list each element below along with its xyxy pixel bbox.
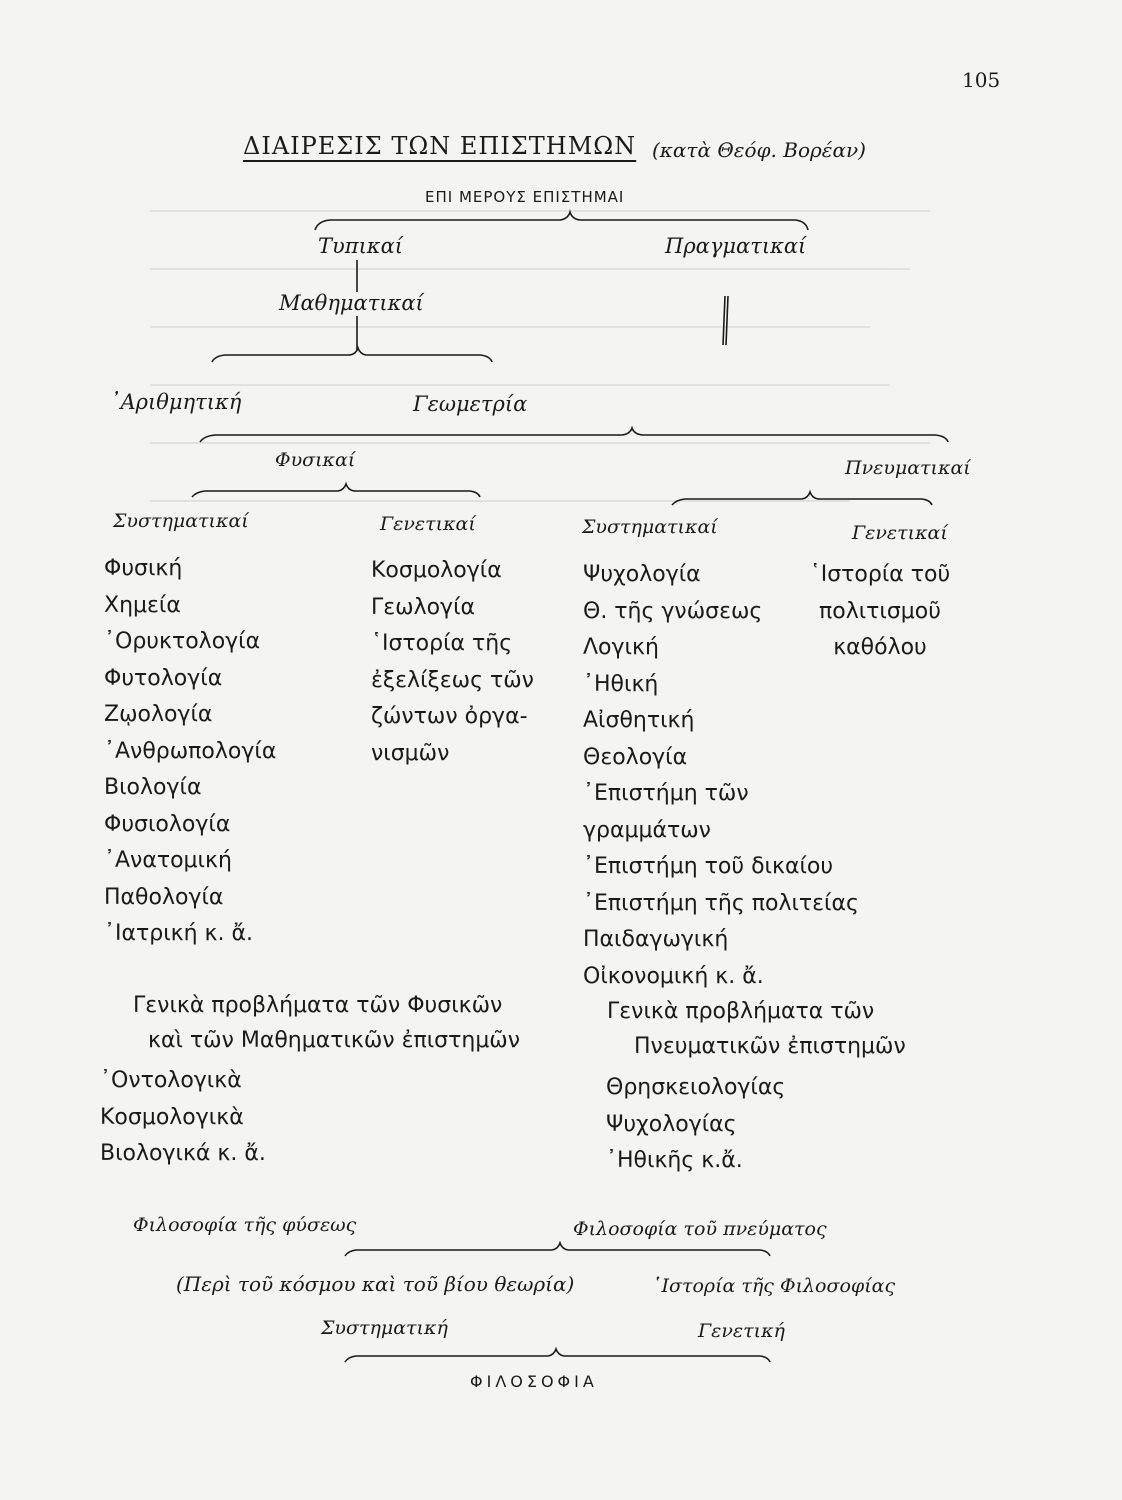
arithmetic-label: ᾿Αριθμητική — [110, 390, 242, 414]
list-item: Βιολογία — [104, 775, 202, 800]
list-item: Θ. τῆς γνώσεως — [583, 598, 763, 624]
list-item: καθόλου — [833, 635, 927, 660]
list-item: Θεολογία — [583, 744, 688, 770]
general-natural-heading-line2: καὶ τῶν Μαθηματικῶν ἐπιστημῶν — [148, 1028, 521, 1053]
list-item: ᾿Ορυκτολογία — [104, 629, 261, 654]
list-item: Παιδαγωγική — [583, 927, 729, 952]
list-item: Βιολογικά κ. ἄ. — [100, 1141, 266, 1166]
mental-sciences-label: Πνευματικαί — [845, 457, 971, 479]
general-mental-heading-line2: Πνευματικῶν ἐπιστημῶν — [634, 1034, 906, 1059]
page-title: ΔΙΑΙΡΕΣΙΣ ΤΩΝ ΕΠΙΣΤΗΜΩΝ — [243, 132, 637, 160]
list-item: Λογική — [583, 635, 659, 660]
list-item: Κοσμολογικὰ — [100, 1104, 244, 1130]
mental-systematic-heading: Συστηματικαί — [582, 516, 718, 538]
list-item: ᾿Ηθικῆς κ.ἄ. — [606, 1148, 743, 1173]
history-of-philosophy: ῾Ιστορία τῆς Φιλοσοφίας — [652, 1275, 896, 1297]
particular-sciences-label: ΕΠΙ ΜΕΡΟΥΣ ΕΠΙΣΤΗΜΑΙ — [425, 188, 625, 206]
list-item: Αἰσθητική — [583, 708, 695, 733]
systematic-philosophy: Συστηματική — [321, 1317, 448, 1339]
list-item: Γεωλογία — [371, 594, 476, 620]
mathematical-sciences-label: Μαθηματικαί — [279, 291, 424, 315]
list-item: Φυτολογία — [104, 665, 223, 691]
list-item: πολιτισμοῦ — [819, 598, 941, 624]
list-item: ᾿Επιστήμη τοῦ δικαίου — [583, 854, 834, 879]
list-item: ᾿Ηθική — [583, 671, 659, 697]
genetic-philosophy: Γενετική — [698, 1320, 785, 1342]
general-mental-heading-line1: Γενικὰ προβλήματα τῶν — [607, 999, 875, 1024]
mental-genetic-heading: Γενετικαί — [852, 522, 948, 544]
list-item: Ψυχολογίας — [606, 1111, 737, 1137]
general-natural-heading-line1: Γενικὰ προβλήματα τῶν Φυσικῶν — [133, 993, 503, 1018]
list-item: ῾Ιστορία τοῦ — [809, 562, 951, 587]
list-item: ᾿Επιστήμη τῆς πολιτείας — [583, 890, 859, 916]
list-item: Χημεία — [104, 592, 181, 618]
list-item: γραμμάτων — [583, 817, 711, 843]
physical-genetic-list — [371, 553, 534, 772]
worldview-theory: (Περὶ τοῦ κόσμου καὶ τοῦ βίου θεωρία) — [176, 1272, 575, 1296]
list-item: ᾿Ανατομική — [104, 848, 232, 873]
list-item: Φυσική — [104, 556, 183, 581]
mental-genetic-list — [790, 557, 970, 667]
real-sciences-label: Πραγματικαί — [665, 234, 807, 258]
list-item: νισμῶν — [371, 740, 450, 766]
list-item: Οἰκονομική κ. ἄ. — [583, 963, 764, 989]
list-item: Φυσιολογία — [104, 811, 231, 837]
list-item: ᾿Ανθρωπολογία — [104, 738, 277, 764]
list-item: ζώντων ὀργα- — [371, 704, 528, 729]
physical-sciences-label: Φυσικαί — [275, 449, 356, 471]
physical-systematic-heading: Συστηματικαί — [113, 510, 249, 532]
philosophy-of-spirit: Φιλοσοφία τοῦ πνεύματος — [573, 1218, 827, 1240]
list-item: Ψυχολογία — [583, 562, 701, 587]
list-item: Θρησκειολογίας — [606, 1075, 786, 1100]
geometry-label: Γεωμετρία — [413, 392, 528, 416]
philosophy-root: ΦΙΛΟΣΟΦΙΑ — [470, 1372, 598, 1391]
list-item: Ζῳολογία — [104, 702, 213, 727]
title-attribution: (κατὰ Θεόφ. Βορέαν) — [652, 138, 866, 162]
physical-systematic-list — [104, 551, 276, 953]
list-item: ᾿Επιστήμη τῶν — [583, 781, 749, 806]
physical-genetic-heading: Γενετικαί — [380, 513, 476, 535]
formal-sciences-label: Τυπικαί — [318, 234, 403, 258]
page-number: 105 — [962, 68, 1001, 92]
general-natural-list — [100, 1063, 266, 1173]
list-item: ῾Ιστορία τῆς — [371, 631, 513, 656]
list-item: Παθολογία — [104, 884, 224, 910]
general-mental-list — [606, 1070, 785, 1180]
list-item: Κοσμολογία — [371, 558, 502, 583]
list-item: ἐξελίξεως τῶν — [371, 667, 534, 693]
list-item: ᾿Οντολογικὰ — [100, 1068, 242, 1093]
list-item: ᾿Ιατρική κ. ἄ. — [104, 921, 253, 946]
philosophy-of-nature: Φιλοσοφία τῆς φύσεως — [133, 1214, 357, 1236]
